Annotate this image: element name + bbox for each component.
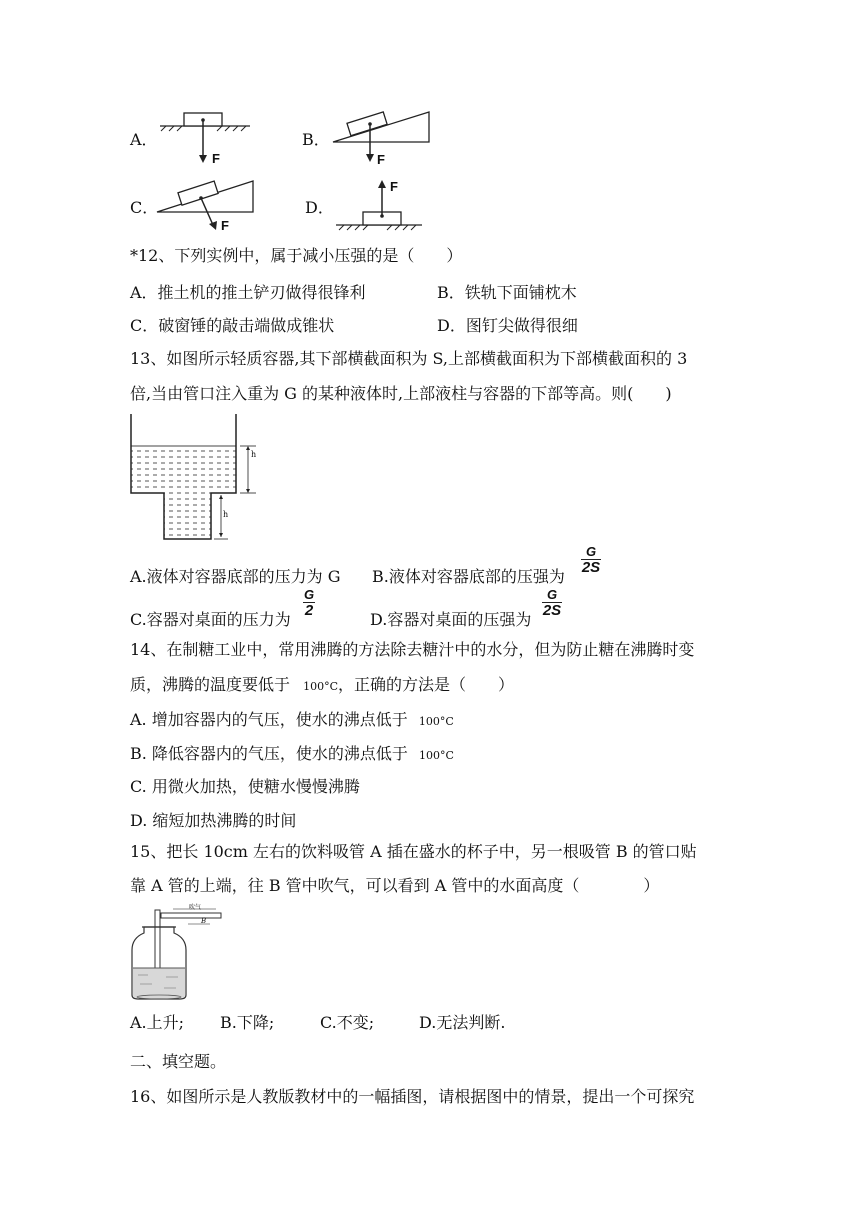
q12-option-d: D．图钉尖做得很细 [437,316,578,335]
q14-option-d: D. 缩短加热沸腾的时间 [130,811,297,830]
option-a-diagram [160,105,255,170]
q15-option-a: A.上升; [130,1013,185,1032]
q15-stem-line1: 15、把长 10cm 左右的饮料吸管 A 插在盛水的杯子中，另一根吸管 B 的管口贴 [130,842,697,861]
fraction-numerator: G [546,587,558,602]
q13-option-c: C.容器对桌面的压力为 [130,610,291,629]
straw-cup-diagram [128,900,228,1005]
q15-option-c: C.不变; [320,1013,375,1032]
q13-stem-line1: 13、如图所示轻质容器,其下部横截面积为 S,上部横截面积为下部横截面积的 3 [130,349,688,368]
option-c-label: C． [130,198,159,217]
q14-option-b-temp: 100°C [419,749,454,762]
q14-option-b [130,744,454,766]
section-heading-fill-in: 二、填空题。 [130,1052,227,1071]
q13-stem-line2: 倍,当由管口注入重为 G 的某种液体时,上部液柱与容器的下部等高。则( ) [130,384,672,403]
q12-option-a: A．推土机的推土铲刃做得很锋利 [130,283,366,302]
q12-option-b: B．铁轨下面铺枕木 [437,283,577,302]
fraction-numerator: G [303,587,315,602]
option-b-label: B． [302,130,330,149]
height-label-lower: h [223,510,229,519]
force-label-d: F [390,179,398,194]
straw-b-label: B [201,917,207,925]
option-c-diagram [157,178,257,236]
q13-option-b-fraction [580,545,602,576]
force-label-a: F [212,151,220,166]
q13-option-d-fraction [541,588,563,619]
q14-option-c: C. 用微火加热，使糖水慢慢沸腾 [130,777,360,796]
fraction-denominator: 2S [581,559,601,576]
container-diagram [128,412,263,542]
q16-stem-line1: 16、如图所示是人教版教材中的一幅插图，请根据图中的情景，提出一个可探究 [130,1087,695,1106]
option-d-label: D． [305,198,334,217]
q15-stem-line2: 靠 A 管的上端，往 B 管中吹气，可以看到 A 管中的水面高度（ ） [130,876,660,895]
q14-stem-part2: ，正确的方法是（ ） [338,675,515,694]
fraction-denominator: 2S [542,602,562,619]
q14-stem-line1: 14、在制糖工业中，常用沸腾的方法除去糖汁中的水分，但为防止糖在沸腾时变 [130,640,695,659]
q12-stem: *12、下列实例中，属于减小压强的是（ ） [130,246,463,265]
q14-option-b-text: B. 降低容器内的气压，使水的沸点低于 [130,744,408,763]
blow-label: 吹气 [189,904,202,911]
option-a-label: A． [130,130,158,149]
force-label-b: F [377,152,385,167]
q12-option-c: C．破窗锤的敲击端做成锥状 [130,316,335,335]
q15-option-d: D.无法判断. [419,1013,506,1032]
fraction-numerator: G [585,544,597,559]
q14-temp: 100°C [303,680,339,693]
q14-option-a-temp: 100°C [418,715,454,728]
q14-option-a [130,710,454,732]
q14-option-a-text: A. 增加容器内的气压，使水的沸点低于 [130,710,408,729]
q13-option-b: B.液体对容器底部的压强为 [372,567,565,586]
q14-stem-part1: 质，沸腾的温度要低于 [130,675,291,694]
fraction-denominator: 2 [304,602,314,619]
q15-option-b: B.下降; [220,1013,275,1032]
height-label-upper: h [251,450,257,459]
q14-stem-line2 [130,675,514,697]
q13-option-a: A.液体对容器底部的压力为 G [130,567,341,586]
option-d-diagram [336,176,436,234]
q13-option-d: D.容器对桌面的压强为 [370,610,532,629]
q13-option-c-fraction [302,588,316,619]
force-label-c: F [221,218,229,233]
